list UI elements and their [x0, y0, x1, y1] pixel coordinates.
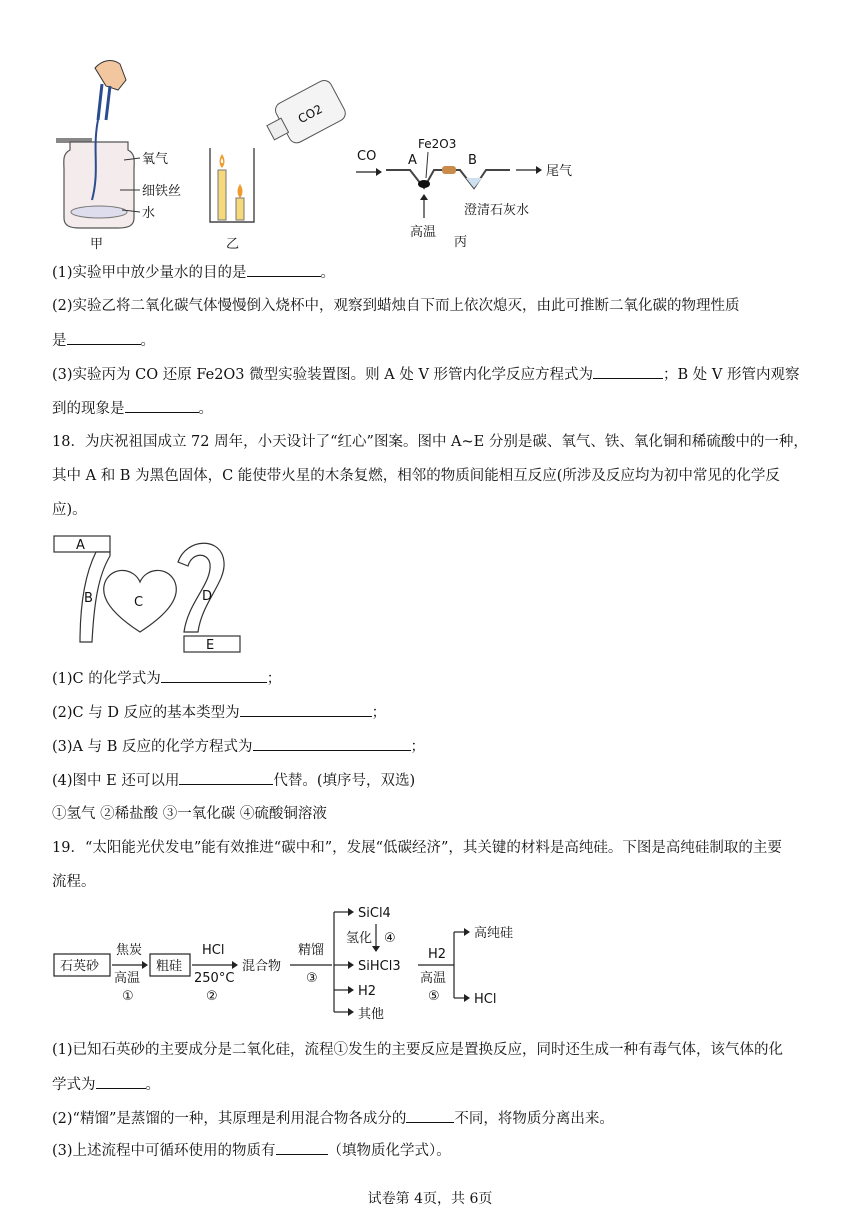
flow-crude-si: 粗硅 [156, 959, 183, 974]
label-limewater: 澄清石灰水 [464, 203, 530, 218]
experiment-yi [210, 78, 348, 252]
experiment-bing [356, 137, 572, 250]
experiment-jia [56, 61, 181, 252]
answer-blank[interactable] [161, 668, 267, 683]
label-yi: 乙 [226, 237, 240, 252]
flow-sihcl3: SiHCl3 [358, 959, 401, 974]
q19-flowchart [50, 902, 530, 1028]
flow-quartz: 石英砂 [60, 959, 100, 974]
label-b: B [468, 153, 477, 168]
answer-blank[interactable] [247, 262, 321, 277]
label-bing: 丙 [454, 235, 468, 250]
flow-hcl-1: HCl [202, 943, 225, 958]
label-e: E [206, 638, 215, 653]
answer-blank[interactable] [96, 1074, 146, 1089]
flow-hydrogenation: 氢化 [346, 931, 373, 946]
q18-stem-line2: 其中 A 和 B 为黑色固体，C 能使带火星的木条复燃，相邻的物质间能相互反应(所涉及反应均为初中常见的化学反 [52, 468, 780, 484]
label-fe2o3: Fe2O3 [418, 137, 457, 151]
flow-temp-250: 250°C [194, 971, 235, 986]
q19-part1-line1: (1)已知石英砂的主要成分是二氧化硅，流程①发生的主要反应是置换反应，同时还生成一种有毒气体，该气体的化 [52, 1042, 784, 1058]
label-water: 水 [142, 206, 156, 221]
label-b: B [84, 591, 93, 606]
q18-part3: (3)A 与 B 反应的化学方程式为 ； [52, 736, 425, 757]
q19-part3: (3)上述流程中可循环使用的物质有 （填物质化学式）。 [52, 1140, 451, 1161]
flow-step-4: ④ [384, 931, 396, 946]
answer-blank[interactable] [253, 736, 411, 751]
answer-blank[interactable] [240, 702, 372, 717]
page-footer: 试卷第 4页，共 6页 [367, 1191, 493, 1207]
answer-blank[interactable] [593, 364, 663, 379]
q18-part1: (1)C 的化学式为 ； [52, 668, 281, 689]
q18-stem-line3: 应)。 [52, 502, 87, 518]
label-iron-wire: 细铁丝 [142, 184, 182, 199]
flow-others: 其他 [358, 1007, 385, 1022]
q18-heart-72-figure [52, 532, 252, 658]
q18-part2: (2)C 与 D 反应的基本类型为 ； [52, 702, 386, 723]
label-c: C [134, 595, 144, 610]
label-high-temp: 高温 [410, 225, 437, 240]
q18-options: ①氢气 ②稀盐酸 ③一氧化碳 ④硫酸铜溶液 [52, 806, 327, 822]
flow-sicl4: SiCl4 [358, 906, 391, 921]
q17-part2-line1: (2)实验乙将二氧化碳气体慢慢倒入烧杯中，观察到蜡烛自下而上依次熄灭，由此可推断二氧化碳的物理性质 [52, 298, 740, 314]
label-a: A [408, 153, 417, 168]
q17-part2-line2: 是 。 [52, 330, 155, 351]
answer-blank[interactable] [67, 330, 141, 345]
answer-blank[interactable] [406, 1108, 454, 1123]
flow-mixture: 混合物 [242, 959, 282, 974]
q19-part1-line2: 学式为 。 [52, 1074, 160, 1095]
q17-part3-line2: 到的现象是 。 [52, 398, 213, 419]
label-oxygen: 氧气 [142, 152, 169, 167]
label-d: D [202, 589, 213, 604]
label-co: CO [357, 149, 377, 164]
label-co2: CO2 [295, 101, 325, 127]
q17-apparatus-figure [40, 50, 600, 255]
flow-step-1: ① [122, 989, 134, 1004]
answer-blank[interactable] [179, 770, 273, 785]
flow-coke: 焦炭 [116, 943, 143, 958]
q18-stem-line1: 18．为庆祝祖国成立 72 周年，小天设计了“红心”图案。图中 A~E 分别是碳、氧气、铁、氧化铜和稀硫酸中的一种， [52, 434, 808, 450]
answer-blank[interactable] [276, 1140, 328, 1155]
label-a: A [76, 538, 85, 553]
label-tail-gas: 尾气 [546, 164, 573, 179]
flow-high-temp-5: 高温 [420, 971, 447, 986]
flow-distill: 精馏 [298, 943, 325, 958]
q17-part3-line1: (3)实验丙为 CO 还原 Fe2O3 微型实验装置图。则 A 处 V 形管内化学反应方程式为 ；B 处 V 形管内观察 [52, 364, 800, 385]
flow-pure-si: 高纯硅 [474, 926, 514, 941]
q17-part1: (1)实验甲中放少量水的目的是 。 [52, 262, 335, 283]
flow-step-5: ⑤ [428, 989, 440, 1004]
q19-part2: (2)“精馏”是蒸馏的一种，其原理是利用混合物各成分的 不同，将物质分离出来。 [52, 1108, 614, 1129]
q19-stem-line1: 19．“太阳能光伏发电”能有效推进“碳中和”，发展“低碳经济”，其关键的材料是高纯硅。下图是高纯硅制取的主要 [52, 840, 782, 856]
flow-high-temp-1: 高温 [114, 971, 141, 986]
answer-blank[interactable] [125, 398, 199, 413]
flow-h2-in: H2 [428, 947, 447, 962]
flow-hcl-out: HCl [474, 992, 497, 1007]
q18-part4: (4)图中 E 还可以用 代替。(填序号，双选) [52, 770, 415, 791]
label-jia: 甲 [90, 237, 104, 252]
flow-h2-out: H2 [358, 984, 377, 999]
flow-step-2: ② [206, 989, 218, 1004]
flow-step-3: ③ [306, 971, 318, 986]
q19-stem-line2: 流程。 [52, 874, 96, 890]
